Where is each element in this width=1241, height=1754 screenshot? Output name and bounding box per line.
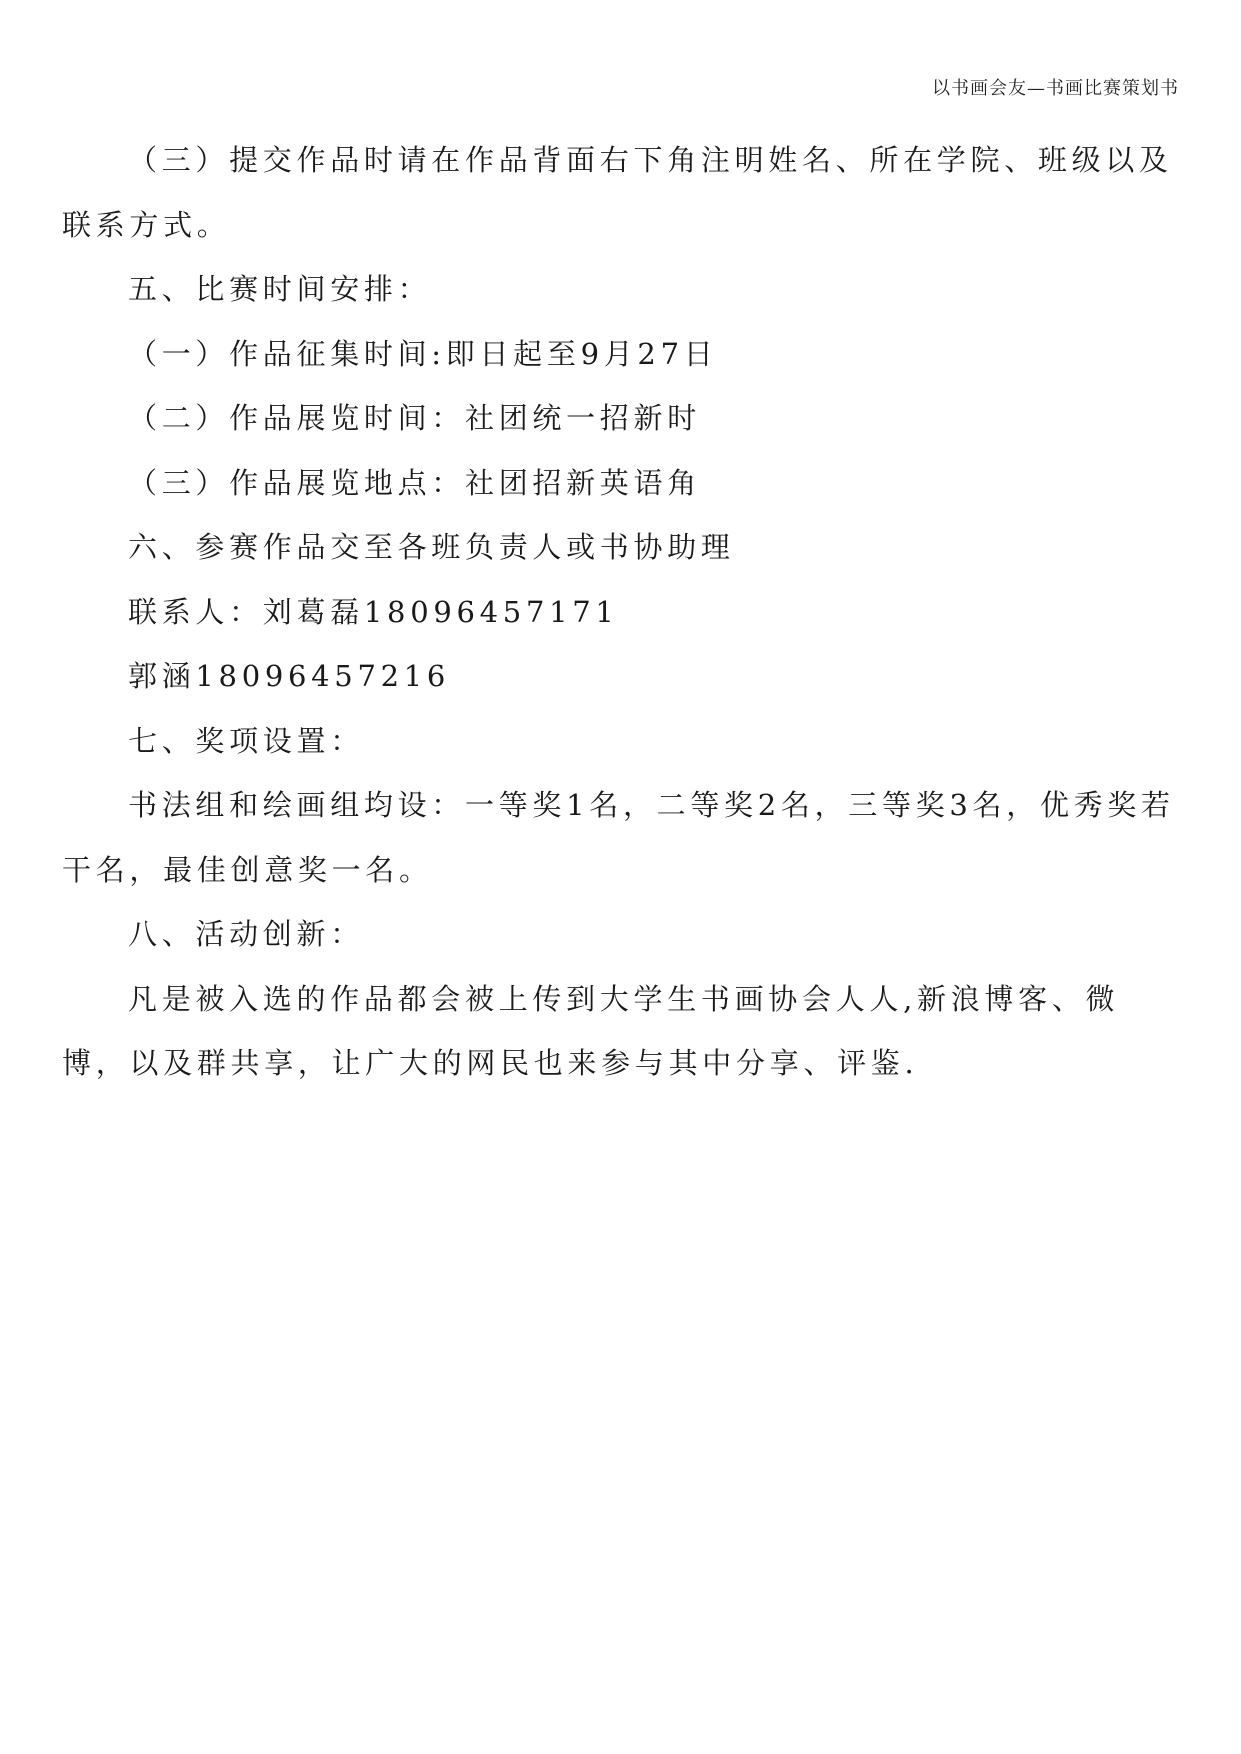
contact-line-1: 联系人：刘葛磊18096457171 bbox=[128, 594, 619, 629]
document-body bbox=[62, 128, 1180, 1096]
section-heading-innovation: 八、活动创新： bbox=[128, 917, 364, 951]
section-heading-submission: 六、参赛作品交至各班负责人或书协助理 bbox=[128, 530, 735, 564]
schedule-exhibition-time: （二）作品展览时间：社团统一招新时 bbox=[128, 401, 701, 435]
schedule-collection-time: （一）作品征集时间:即日起至9月27日 bbox=[128, 336, 718, 371]
section-heading-schedule: 五、比赛时间安排： bbox=[128, 272, 432, 306]
paragraph-awards: 书法组和绘画组均设：一等奖1名，二等奖2名，三等奖3名，优秀奖若干名，最佳创意奖一名。 bbox=[62, 788, 1175, 887]
paragraph-submission-note: （三）提交作品时请在作品背面右下角注明姓名、所在学院、班级以及联系方式。 bbox=[62, 143, 1173, 242]
running-header: 以书画会友—书画比赛策划书 bbox=[932, 78, 1179, 99]
section-heading-awards: 七、奖项设置： bbox=[128, 723, 364, 758]
schedule-exhibition-location: （三）作品展览地点：社团招新英语角 bbox=[128, 465, 701, 500]
contact-line-2: 郭涵18096457216 bbox=[128, 659, 451, 693]
paragraph-innovation: 凡是被入选的作品都会被上传到大学生书画协会人人,新浪博客、微博，以及群共享，让广大的网民也来参与其中分享、评鉴. bbox=[62, 981, 1120, 1080]
